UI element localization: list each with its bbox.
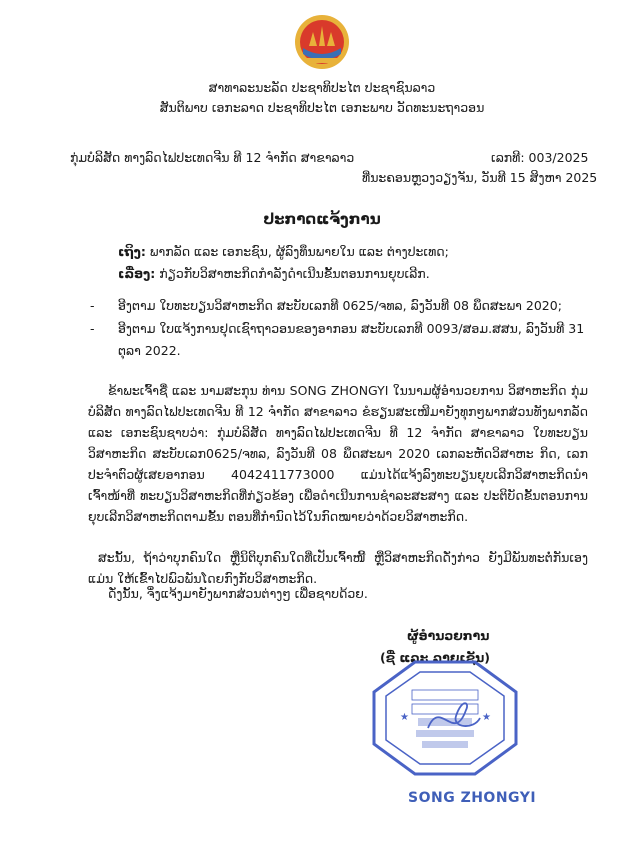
subject-text: ກ່ຽວກັບວິສາຫະກິດກຳລັງດຳເນີນຂັ້ນຕອນການຍຸບເລີກ. (155, 266, 430, 281)
signatory-subtitle: (ຊື່ ແລະ ລາຍເຊັນ) (380, 650, 491, 665)
document-title: ປະກາດແຈ້ງການ (263, 210, 381, 228)
reference-text: ອີງຕາມ ໃບທະບຽນວິສາຫະກິດ ສະບັບເລກທີ 0625/ຈທລ, ລົງວັນທີ 08 ພຶດສະພາ 2020; (118, 298, 562, 313)
nation-line-2: ສັນຕິພາບ ເອກະລາດ ປະຊາທິປະໄຕ ເອກະພາບ ວັດທະນະຖາວອນ (159, 100, 485, 115)
signatory-name: SONG ZHONGYI (408, 790, 537, 806)
company-name: ກຸ່ມບໍລິສັດ ທາງລົດໄຟປະເທດຈີນ ທີ 12 ຈຳກັດ ສາຂາລາວ (70, 150, 355, 165)
reference-item (90, 318, 596, 362)
body-paragraph-1: ຂ້າພະເຈົ້າຊື່ ແລະ ນາມສະກຸນ ທ່ານ SONG ZHONGYI ໃນນາມຜູ້ອຳນວຍການ ວິສາຫະກິດ ກຸ່ມບໍລິສັດ ທາງລົດໄຟປະເທດຈີນ ທີ 12 ຈຳກັດ ສາຂາລາວ ຂໍຮຽນສະເໜີມາຍັງທຸກໆພາກສ່ວນທັງພາກລັດ ແລະ ເອກະຊົນຊາບວ່າ: ກຸ່ມບໍລິສັດ ທາງລົດໄຟປະເທດຈີນ ທີ 12 ຈຳກັດ ສາຂາລາວ ໃບທະບຽນວິສາຫະກິດ ສະບັບເລກ0625/ຈທລ, ລົງວັນທີ 08 ພຶດສະພາ 2020 ເລກລະຫັດວິສາຫະ ກິດ, ເລກປະຈຳຕົວຜູ້ເສຍອາກອນ 4042411773000 ແມ່ນໄດ້ແຈ້ງລົງທະບຽນຍຸບເລີກວິສາຫະກິດນຳເຈົ້າໜ້າທີ່ ທະບຽນວິສາຫະກິດທີ່ກ່ຽວຂ້ອງ ເພື່ອດຳເນີນການຊຳລະສະສາງ ແລະ ປະຕິບັດຂັ້ນຕອນການຍຸບເລີກວິສາຫະກິດຕາມຂັ້ນ ຕອນທີ່ກຳນົດໄວ້ໃນກົດໝາຍວ່າດ້ວຍວິສາຫະກິດ. (88, 383, 588, 524)
nation-line-1: ສາທາລະນະລັດ ປະຊາທິປະໄຕ ປະຊາຊົນລາວ (208, 80, 436, 95)
recipient-text: ພາກລັດ ແລະ ເອກະຊົນ, ຜູ້ລົງທຶນພາຍໃນ ແລະ ຕ່າງປະເທດ; (145, 244, 449, 259)
body-paragraph-2: ສະນັ້ນ, ຖ້າວ່າບຸກຄົນໃດ ຫຼືນິຕິບຸກຄົນໃດທີ່ເປັນເຈົ້າໜີ້ ຫຼືວິສາຫະກິດດັ່ງກ່າວ ຍັງມີພັນທະຕໍ່ກັນເອງ ແມ່ນ ໃຫ້ເຂົ້າໄປພົວພັນໂດຍກົງກັບວິສາຫະກິດ. (88, 550, 588, 586)
subject-label: ເລື່ອງ: (118, 266, 156, 281)
reference-text: ອີງຕາມ ໃບແຈ້ງການຢຸດເຊົາຖາວອນຂອງອາກອນ ສະບັບເລກທີ 0093/ສອມ.ສສນ, ລົງວັນທີ 31 ຕຸລາ 2022. (118, 321, 585, 358)
recipient-line (118, 244, 449, 259)
subject-line (118, 266, 430, 281)
bullet-marker: - (90, 298, 95, 313)
place-date: ທີ່ນະຄອນຫຼວງວຽງຈັນ, ວັນທີ 15 ສິງຫາ 2025 (362, 170, 598, 185)
recipient-label: ເຖິງ: (118, 244, 146, 259)
svg-text:★: ★ (482, 712, 491, 723)
company-seal-stamp (370, 658, 520, 778)
lao-national-emblem-icon (291, 12, 353, 72)
svg-text:★: ★ (400, 712, 409, 723)
document-number: ເລກທີ: 003/2025 (491, 150, 589, 165)
reference-item (90, 295, 596, 317)
signatory-title: ຜູ້ອຳນວຍການ (407, 628, 490, 643)
bullet-marker: - (90, 321, 95, 336)
body-paragraph-3: ດັ່ງນັ້ນ, ຈຶ່ງແຈ້ງມາຍັງພາກສ່ວນຕ່າງໆ ເພື່ອຊາບດ້ວຍ. (108, 586, 368, 601)
